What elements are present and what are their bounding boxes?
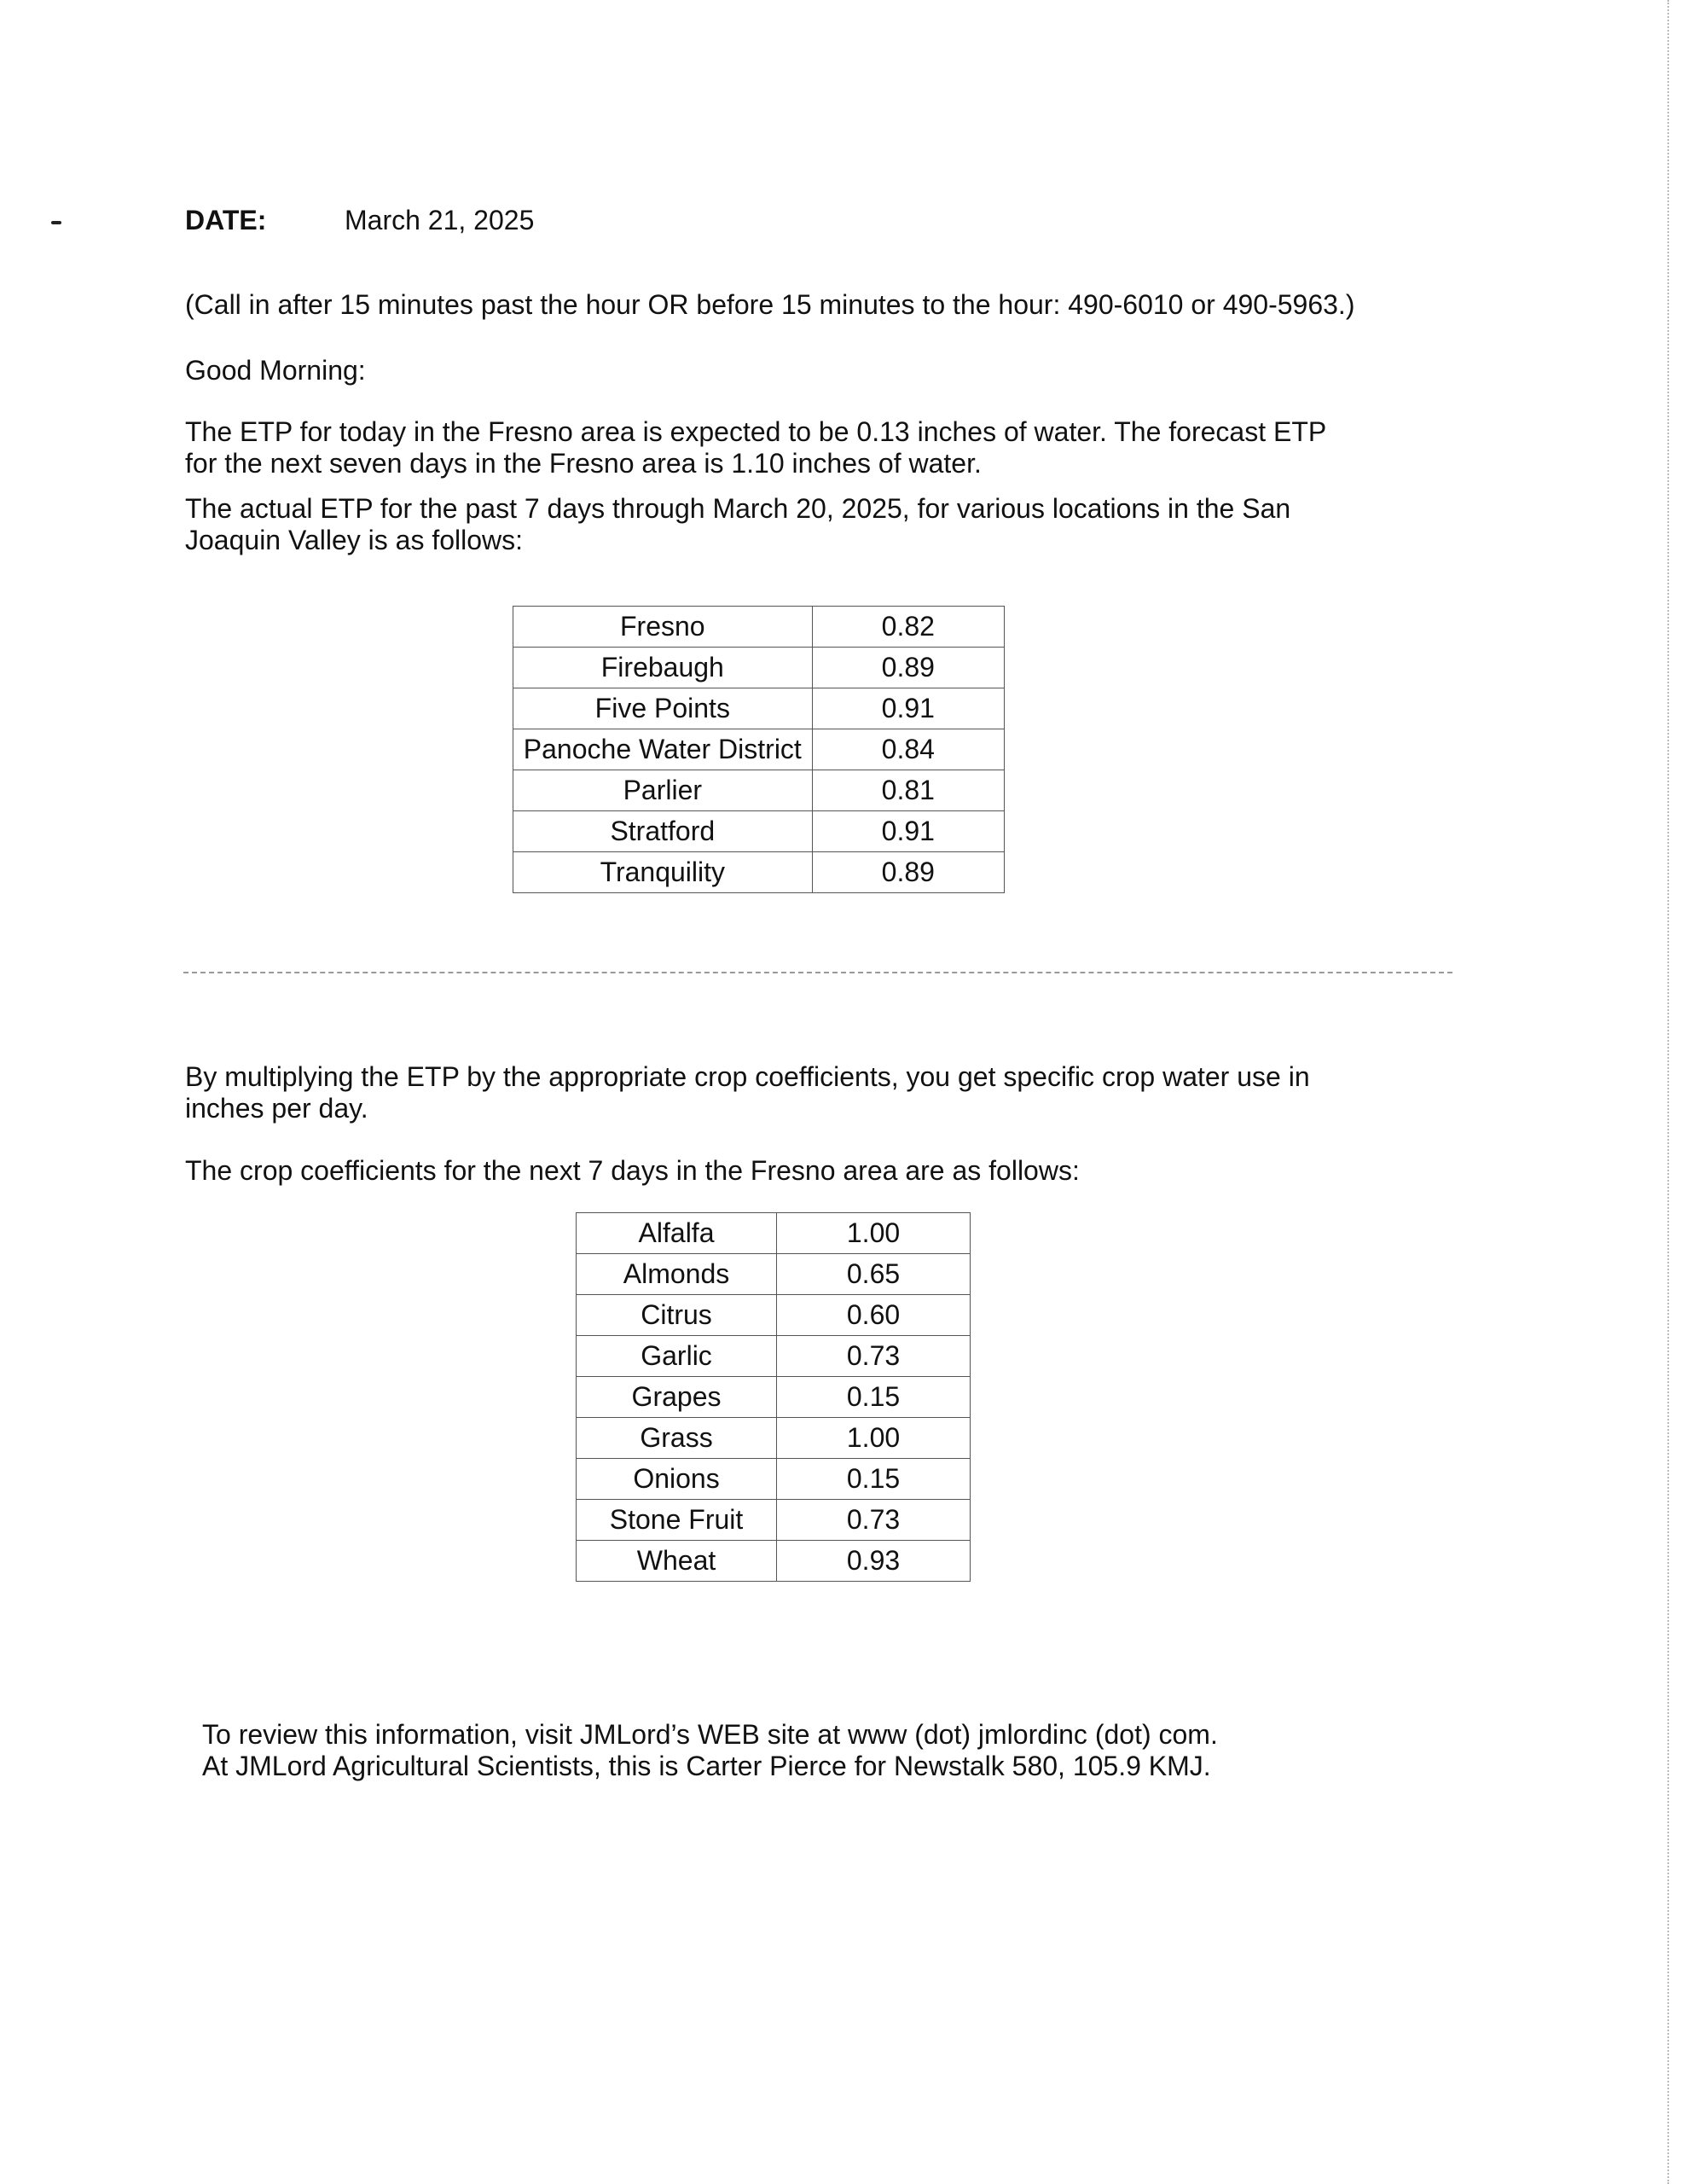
crop-intro-line-1: By multiplying the ETP by the appropriate crop coefficients, you get specific crop water use in [185, 1061, 1310, 1092]
etp-location: Five Points [513, 688, 813, 729]
crop-coefficient: 0.15 [777, 1459, 971, 1500]
crop-row [577, 1213, 971, 1254]
etp-value: 0.82 [812, 607, 1004, 648]
etp-row [513, 648, 1005, 688]
crop-coefficient: 1.00 [777, 1418, 971, 1459]
stray-mark [51, 221, 61, 224]
section-divider [183, 972, 1452, 973]
crop-coefficient: 0.93 [777, 1541, 971, 1582]
coefficient-intro: The crop coefficients for the next 7 days in the Fresno area are as follows: [185, 1155, 1080, 1186]
crop-row [577, 1418, 971, 1459]
etp-value: 0.91 [812, 811, 1004, 852]
crop-name: Citrus [577, 1295, 777, 1336]
crop-row [577, 1459, 971, 1500]
crop-coefficient: 0.15 [777, 1377, 971, 1418]
crop-row [577, 1377, 971, 1418]
crop-name: Grass [577, 1418, 777, 1459]
etp-row [513, 852, 1005, 893]
footer-line-2: At JMLord Agricultural Scientists, this is Carter Pierce for Newstalk 580, 105.9 KMJ. [202, 1751, 1211, 1781]
crop-coefficient: 1.00 [777, 1213, 971, 1254]
crop-row [577, 1541, 971, 1582]
etp-row [513, 729, 1005, 770]
forecast-line-1: The ETP for today in the Fresno area is expected to be 0.13 inches of water. The forecast ETP [185, 416, 1327, 447]
etp-location: Parlier [513, 770, 813, 811]
etp-table [513, 606, 1005, 893]
crop-coefficient: 0.65 [777, 1254, 971, 1295]
date-label: DATE: [185, 205, 267, 235]
etp-location: Panoche Water District [513, 729, 813, 770]
actual-etp-line-1: The actual ETP for the past 7 days through March 20, 2025, for various locations in the San [185, 493, 1291, 524]
crop-name: Grapes [577, 1377, 777, 1418]
etp-value: 0.89 [812, 852, 1004, 893]
crop-coefficient: 0.73 [777, 1500, 971, 1541]
etp-location: Tranquility [513, 852, 813, 893]
actual-etp-line-2: Joaquin Valley is as follows: [185, 525, 524, 555]
crop-name: Wheat [577, 1541, 777, 1582]
greeting: Good Morning: [185, 355, 366, 386]
etp-row [513, 607, 1005, 648]
crop-name: Garlic [577, 1336, 777, 1377]
scan-edge-line [1667, 0, 1669, 2184]
etp-location: Firebaugh [513, 648, 813, 688]
etp-location: Stratford [513, 811, 813, 852]
etp-value: 0.81 [812, 770, 1004, 811]
crop-name: Onions [577, 1459, 777, 1500]
crop-coefficient: 0.60 [777, 1295, 971, 1336]
crop-row [577, 1295, 971, 1336]
forecast-line-2: for the next seven days in the Fresno area is 1.10 inches of water. [185, 448, 982, 479]
date-value: March 21, 2025 [345, 205, 535, 235]
crop-intro-line-2: inches per day. [185, 1093, 368, 1124]
etp-row [513, 770, 1005, 811]
crop-name: Alfalfa [577, 1213, 777, 1254]
etp-location: Fresno [513, 607, 813, 648]
etp-value: 0.84 [812, 729, 1004, 770]
etp-value: 0.89 [812, 648, 1004, 688]
crop-name: Almonds [577, 1254, 777, 1295]
etp-row [513, 811, 1005, 852]
crop-coefficient: 0.73 [777, 1336, 971, 1377]
etp-row [513, 688, 1005, 729]
crop-row [577, 1500, 971, 1541]
footer-line-1: To review this information, visit JMLord’s WEB site at www (dot) jmlordinc (dot) com. [202, 1719, 1218, 1750]
crop-row [577, 1254, 971, 1295]
crop-row [577, 1336, 971, 1377]
crop-name: Stone Fruit [577, 1500, 777, 1541]
etp-value: 0.91 [812, 688, 1004, 729]
crop-coefficient-table [576, 1212, 971, 1582]
call-in-instructions: (Call in after 15 minutes past the hour OR before 15 minutes to the hour: 490-6010 or 490-5963.) [185, 289, 1355, 320]
